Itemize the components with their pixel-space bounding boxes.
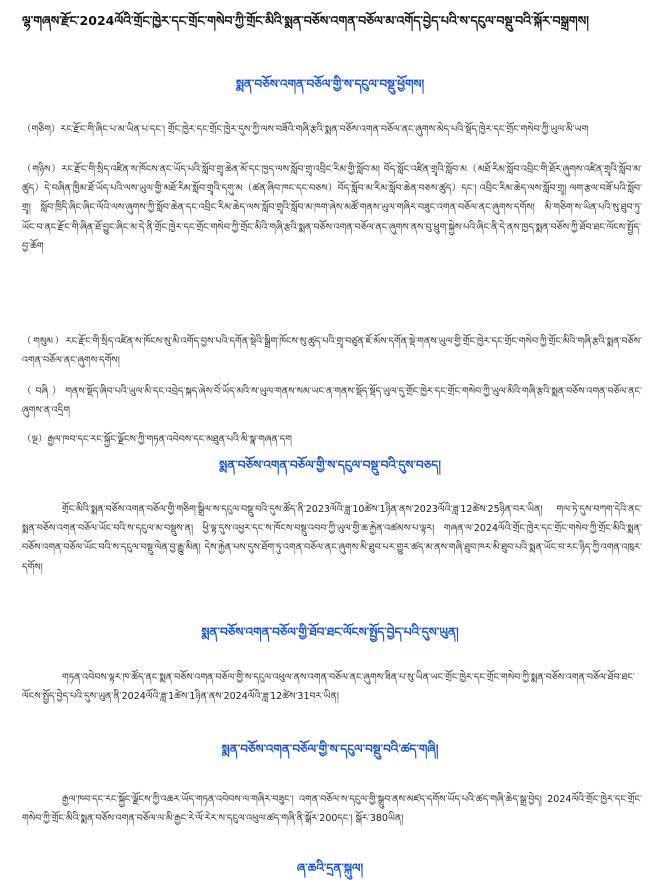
paragraph-standard-1: རྒྱལ་ཁབ་དང་རང་སྐྱོང་ལྗོངས་ཀྱི་འཆར་ཡོད་གཏན་འབེབས་ལ་གཞིར་བཟུང་། འགན་བཅོལ་ས་དངུལ་གྱི་སྒྲུབ་ནས་མཛད་དགོས་ཡོད་པའི་ཚད་གཞི་ཆེད་སྒྲ་བྱེད། 2024ལོའི་གྲོང་ཁྱེར་དང་གྲོང་གསེབ་ཀྱི་གྲོང་མིའི་སྨན་བཅོས་འགན་བཅོལ་ལ་མི་རྒྱང་རེ་ལོ་རེར་ས་དངུལ་འཕུལ་ཚད་གཞི་ནི་སྒོར་200དང་། སྒོར་380ཡིན། — [22, 794, 642, 825]
paragraph-scope-1: （གཅིག）རང་རྫོང་གི་ཞིང་པ་མ་ཡིན་པ་དང་། གྲོང་ཁྱེར་དང་གྲོང་ཁྱེར་དུས་ཀྱི་ལས་བཟོའི་གཞི་རྩའི་སྨན་བཅོས་འགན་བཅོལ་ནང་ཞུགས་མེད་པའི་སྡོད་ཁྱེར་དང་གྲོང་གསེབ་ཀྱི་ཡུལ་མི་ཡག — [22, 124, 589, 135]
paragraph-period-1: གྲོང་མིའི་སྨན་བཅོས་འགན་བཅོལ་གྱི་གཅིག་སྒྲིལ་ས་དངུལ་བསྡུ་བའི་དུས་ཚོད་ནི་2023ལོའི་ཟླ་10ཚེས་1ཉིན་ནས་2023ལོའི་ཟླ་12ཚེས་25ཉིན་བར་ཡིན། གལ་ཏེ་དུས་བཀག་དེའི་ནང་སྨན་བཅོས་འགན་བཅོལ་ཡོང་བའི་ས་དངུལ་མ་བསྡུས་ན། ཕྱི་ལྟ་དུས་འཕྱར་དང་ས་ཁོངས་བསྡུ་འབབ་ཀྱི་ཡུལ་གྱི་ཆ་རྐྱེན་འཚམས་པ་ལྟར། གཞན་ལ་2024ལོའི་གྲོང་ཁྱེར་དང་གྲོང་གསེབ་ཀྱི་གྲོང་མིའི་སྨན་བཅོས་འགན་བཅོལ་ཡོང་བའི་ས་དངུལ་བསྡུ་ལེན་བྱ་རྒྱུ་མིན། དེས་རྐྱེན་པས་དུས་ཐོག་ཏུ་འགན་བཅོལ་ནང་ཞུགས་མི་ཐུབ་པར་གྱུར་ཚད་མ་ནས་གཞི་ཐུབ་ཁར་མི་ཐུབ་པའི་སྨན་ཡོང་བ་རང་ཉིད་ཀྱི་འགན་འཁུར་དགོས། — [22, 504, 642, 573]
paragraph-scope-2: （གཉིས）རང་རྫོང་གི་སྲིད་འཛིན་ས་ཁོངས་ནང་ཡོད་པའི་སློབ་གྲྭ་ཆེན་མོ་དང་ཁྱད་ལས་སློབ་གྲྭ་འབྲིང་རིམ་གྱི་སློབ་མ། བོད་སློང་འཛིན་གྲྭའི་སློབ་མ（མཐོ་རིམ་སློབ་འབྲིང་གི་ཐོར་ཞུགས་འཛིན་གྲྭའི་སློབ་མ་ཚུད）དེ་བཞིན་ཁྱིམ་ཐོ་ཡོད་པའི་ལས་ཡུལ་གྱི་མཐོ་རིམ་སློབ་གྲྭའི་དགུ་མ（ཚན་ཞིབ་ཁང་དང་བཅས）བོད་སློབ་མ་རིམ་སློབ་ཆེན་བཅས་ཚུད）དང་། འབྲིང་རིམ་ཆེད་ལས་སློབ་གྲྭ། ལག་རྩལ་བཟོ་པའི་སློབ་གྲྭ། སློབ་ཁྲིདི་ཞིང་ཞིང་ལོའི་ལས་ཞུགས་ཀྱི་སློབ་ཆེན་དང་འབྲིང་རིམ་ཆེད་ལས་སློབ་གྲྭའི་སློབ་མ་ཁག་ཞེས་མཚོ་གནས་ཡུལ་གཞིར་བཟུང་འགན་བཅོལ་ནང་ཞུགས་དགོས། མི་གཅིག་ས་ཡིན་པའི་སུ་ཐུབ་ཏུ་ཡོང་བ་ནང་རྫོང་གི་ཞིན་ཐོ་བྱུང་ཞིང་མ་དེ་ནི་གྲོང་ཁྱེར་དང་གྲོང་གསེབ་ཀྱི་གྲོང་མིའི་གཞི་རྩའི་སྨན་བཅོས་འགན་བཅོལ་ནང་ཞུགས་ནས་བུ་ཕྲུག་སྐྱེས་པའི་ཞིང་ནི་དེ་ནས་ཁྱད་སྨན་བཅོས་ཀྱི་ཐོབ་ཐང་ལོངས་སྤྱོད་བྱ་ཆོག — [22, 164, 642, 252]
section-heading-reminder: ཞ་ཆའི་དྲན་སྐུལ། — [296, 861, 364, 875]
section-heading-collection-scope: སྨན་བཅོས་འགན་བཅོལ་གྱི་ས་དངུལ་བསྡུ་ཕྱོགས། — [235, 77, 425, 91]
paragraph-scope-3: （གསུམ）རང་རྫོང་གི་སྲིད་འཛིན་ས་ཁོངས་སུ་མི་འགོད་བྱས་པའི་དགོན་སྡེའི་སྒྲིག་ཁོངས་སུ་ཚུད་པའི་གྲྭ་བཙུན་ཇོ་མོས་དགོན་སྡེ་གནས་ཡུལ་གྱི་གྲོང་ཁྱེར་དང་གྲོང་གསེབ་ཀྱི་གྲོང་མིའི་གཞི་རྩའི་སྨན་བཅོས་འགན་བཅོལ་ནང་ཞུགས་དགོས། — [22, 336, 642, 367]
section-heading-collection-standard: སྨན་བཅོས་འགན་བཅོལ་གྱི་ས་དངུལ་བསྡུ་བའི་ཚད་གཞི། — [221, 742, 439, 756]
section-heading-collection-period: སྨན་བཅོས་འགན་བཅོལ་གྱི་ས་དངུལ་བསྡུ་བའི་དུས་བཅད། — [219, 458, 441, 472]
paragraph-scope-4: （བཞི）གནས་སྡོད་ཞིབ་པའི་ཡུལ་མི་དང་འབྲེད་སྐད་ཞེས་བོ་ཡོད་མའི་ས་ཡུལ་གནས་སམ་ཡང་ན་གནས་སྡོད་སྡོད་ཡུལ་དུ་གྲོང་ཁྱེར་དང་གྲོང་གསེབ་ཀྱི་ཡུལ་མིའི་གཞི་རྩའི་སྨན་བཅོས་འགན་བཅོལ་ནང་ཞུགས་ན་འདྲིག — [22, 386, 642, 417]
section-heading-benefit-period: སྨན་བཅོས་འགན་བཅོལ་གྱི་ཐོབ་ཐང་ལོངས་སྤྱོད་བྱེད་པའི་དུས་ཡུན། — [201, 625, 459, 639]
paragraph-benefit-1: གཏན་འབེབས་ལྟར་ཁ་ཚོད་ནང་སྨན་བཅོས་འགན་བཅོལ་གྱི་ས་དངུལ་འཕུལ་ནས་འགན་བཅོལ་ནང་ཞུགས་ཟིན་པ་སུ་ཡིན་ཡང་གྲོང་ཁྱེར་དང་གྲོང་གསེབ་ཀྱི་སྨན་བཅོས་འགན་བཅོལ་ཐོབ་ཐང་ལོངས་སྤྱོད་བྱེད་པའི་དུས་ཡུན་ནི་2024ལོའི་ཟླ་1ཚེས་1ཉིན་ནས་2024ལོའི་ཟླ་12ཚེས་31བར་ཡིན། — [22, 672, 635, 703]
document-title: ལྷ་གཞས་རྫོང་2024ལོའི་གྲོང་ཁྱེར་དང་གྲོང་གསེབ་ཀྱི་གྲོང་མིའི་སྨན་བཅོས་འགན་བཅོལ་མ་འགོད་བྱེད་པའི་ས་དངུལ་བསྡུ་བའི་སྐོར་བསྒྲགས། — [22, 13, 589, 28]
paragraph-scope-5: （ལྔ）རྒྱལ་ཁབ་དང་རང་སྐྱོང་ལྗོངས་ཀྱི་གཏན་འབེབས་དང་མཐུན་པའི་མི་སྣ་གཞན་དག — [22, 434, 292, 445]
